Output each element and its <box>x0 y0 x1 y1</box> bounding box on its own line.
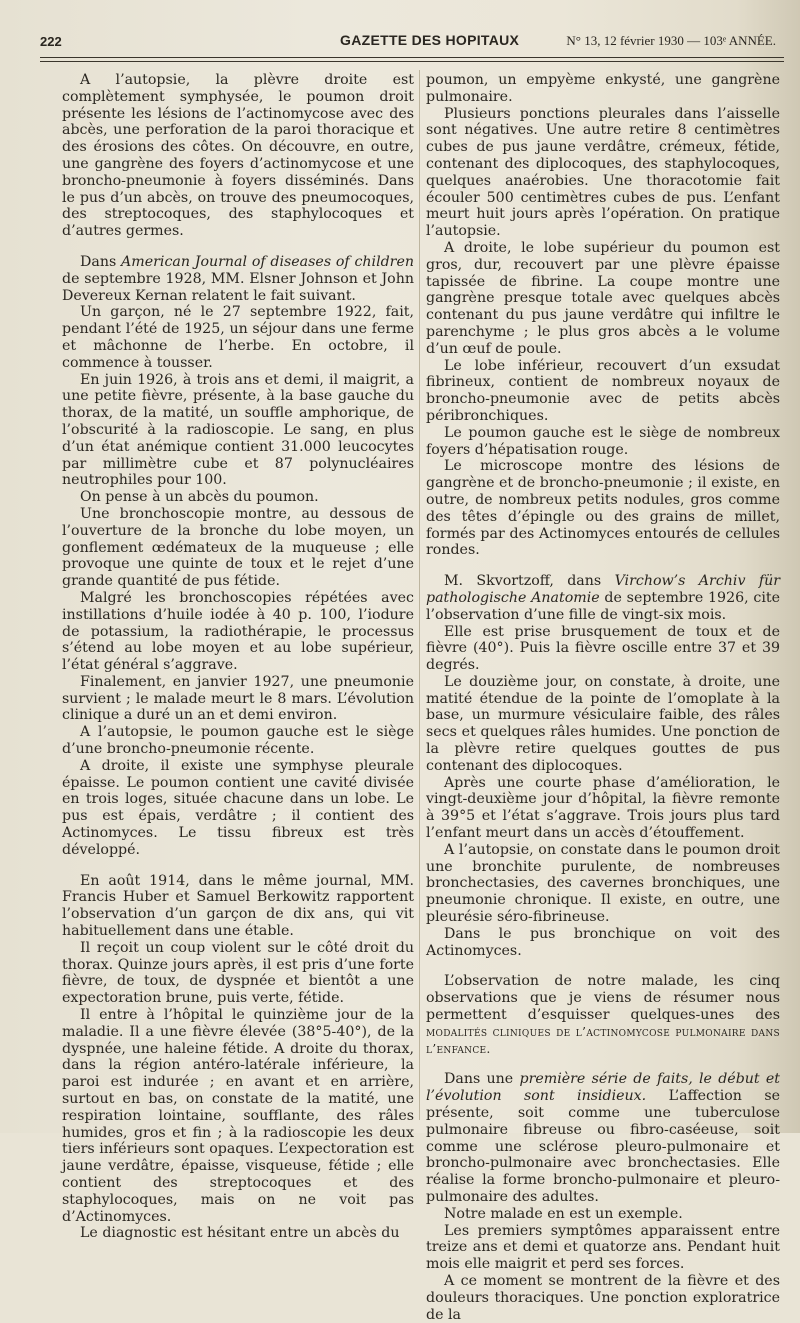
header-rule <box>40 57 784 58</box>
page-header <box>30 30 782 52</box>
journal-name: American Journal of diseases of children <box>121 253 414 270</box>
paragraph: Une bronchoscopie montre, au dessous de l’ouverture de la bronche du lobe moyen, un gonflement œdémateux de la muqueuse ; elle provoque une quinte de toux et le rejet d’une grande quantité de pus fétide. <box>62 505 414 590</box>
paragraph: Finalement, en janvier 1927, une pneumonie survient ; le malade meurt le 8 mars. L’évolution clinique a duré un an et demi environ. <box>62 673 414 724</box>
paragraph: L’observation de notre malade, les cinq observations que je viens de résumer nous permettent d’esquisser quelques-unes des modalités cliniques de l’actinomycose pulmonaire dans l’enfance. <box>426 973 780 1056</box>
paragraph: A l’autopsie, on constate dans le poumon droit une bronchite purulente, de nombreuses bronchectasies, des cavernes bronchiques, une pneumonie chronique. Il existe, en outre, une pleurésie séro-fibrineuse. <box>426 841 780 926</box>
paragraph: A l’autopsie, la plèvre droite est complètement symphysée, le poumon droit présente les lésions de l’actinomycose avec des abcès, une perforation de la paroi thoracique et des érosions des côtes. On découvre, en outre, une gangrène des foyers d’actinomycose et une broncho-pneumonie à foyers disséminés. Dans le pus d’un abcès, on trouve des pneumocoques, des streptocoques, des staphylocoques et d’autres germes. <box>62 72 414 240</box>
journal-name: Virchow’s Archiv für pathologische Anatomie <box>426 573 781 606</box>
paragraph: Malgré les bronchoscopies répétées avec instillations d’huile iodée à 40 p. 100, l’iodure de potassium, la radiothérapie, le processus s’étend au lobe moyen et au lobe supérieur, l’état général s’aggrave. <box>62 589 414 674</box>
paragraph: En août 1914, dans le même journal, MM. Francis Huber et Samuel Berkowitz rapportent l’observation d’un garçon de dix ans, qui vit habituellement dans une étable. <box>62 872 414 940</box>
paragraph: En juin 1926, à trois ans et demi, il maigrit, a une petite fièvre, présente, à la base gauche du thorax, de la matité, un souffle amphorique, de l’obscurité à la radioscopie. Le sang, en plus d’un état anémique contient 31.000 leucocytes par millimètre cube et 87 polynucléaires neutrophiles pour 100. <box>62 371 414 489</box>
paragraph: Dans le pus bronchique on voit des Actinomyces. <box>426 925 780 959</box>
paragraph: Dans une première série de faits, le début et l’évolution sont insidieux. L’affection se présente, soit comme une tuberculose pulmonaire fibreuse ou fibro-caséeuse, soit comme une sclérose pleuro-pulmonaire et broncho-pulmonaire avec bronchectasies. Elle réalise la forme broncho-pulmonaire et pleuro-pulmonaire des adultes. <box>426 1071 780 1205</box>
paragraph: poumon, un empyème enkysté, une gangrène pulmonaire. <box>426 72 780 105</box>
paragraph: A droite, il existe une symphyse pleurale épaisse. Le poumon contient une cavité divisée en trois loges, située chacune dans un lobe. Le pus est épais, verdâtre ; il contient des Actinomyces. Le tissu fibreux est très développé. <box>62 757 414 858</box>
paragraph: Le diagnostic est hésitant entre un abcès du <box>80 1225 400 1242</box>
paragraph: A l’autopsie, le poumon gauche est le siège d’une broncho-pneumonie récente. <box>62 724 414 758</box>
paragraph: Un garçon, né le 27 septembre 1922, fait, pendant l’été de 1925, un séjour dans une ferme et mâchonne de l’herbe. En octobre, il commence à tousser. <box>62 304 414 371</box>
paragraph: Dans American Journal of diseases of children de septembre 1928, MM. Elsner Johnson et John Devereux Kernan relatent le fait suivant. <box>62 253 414 304</box>
paragraph: Le poumon gauche est le siège de nombreux foyers d’hépatisation rouge. <box>426 424 780 458</box>
column-divider <box>419 70 420 1120</box>
paragraph: Après une courte phase d’amélioration, le vingt-deuxième jour d’hôpital, la fièvre remonte à 39°5 et l’état s’aggrave. Trois jours plus tard l’enfant meurt dans un accès d’étouffement. <box>426 774 780 842</box>
paragraph: Elle est prise brusquement de toux et de fièvre (40°). Puis la fièvre oscille entre 37 et 39 degrés. <box>426 623 780 674</box>
paragraph: Le lobe inférieur, recouvert d’un exsudat fibrineux, contient de nombreux noyaux de broncho-pneumonie avec de petits abcès péribronchiques. <box>426 357 780 424</box>
paragraph: On pense à un abcès du poumon. <box>80 489 319 506</box>
paragraph: Le douzième jour, on constate, à droite, une matité étendue de la pointe de l’omoplate à la base, un murmure vésiculaire faible, des râles secs et quelques râles humides. Une ponction de la plèvre retire quelques gouttes de pus contenant des diplocoques. <box>426 673 780 774</box>
paragraph: Le microscope montre des lésions de gangrène et de broncho-pneumonie ; il existe, en outre, de nombreux petits nodules, gros comme des têtes d’épingle ou des grains de millet, formés par des Actinomyces entourés de cellules rondes. <box>426 458 780 559</box>
left-column <box>62 72 414 1242</box>
paragraph: Les premiers symptômes apparaissent entre treize ans et demi et quatorze ans. Pendant huit mois elle maigrit et perd ses forces. <box>426 1222 780 1273</box>
paragraph: Il entre à l’hôpital le quinzième jour de la maladie. Il a une fièvre élevée (38°5-40°), de la dyspnée, une haleine fétide. A droite du thorax, dans la région antéro-latérale inférieure, la paroi est indurée ; en avant et en arrière, surtout en bas, on constate de la matité, une respiration lointaine, soufflante, des râles humides, gros et fin ; à la radioscopie les deux tiers inférieurs sont opaques. L’expectoration est jaune verdâtre, épaisse, visqueuse, fétide ; elle contient des streptocoques et des staphylocoques, mais on ne voit pas d’Actinomyces. <box>62 1007 414 1225</box>
right-column <box>426 72 780 1323</box>
small-caps-heading: modalités cliniques de l’actinomycose pulmonaire dans l’enfance. <box>426 1023 780 1056</box>
emphasis: première série de faits, le début et l’évolution sont insidieux. <box>426 1071 780 1105</box>
paragraph: A droite, le lobe supérieur du poumon est gros, dur, recouvert par une plèvre épaisse tapissée de fibrine. La coupe montre une gangrène presque totale avec quelques abcès contenant du pus jaune verdâtre qui infiltre le parenchyme ; le plus gros abcès a le volume d’un œuf de poule. <box>426 239 780 357</box>
header-rule-thin <box>40 61 784 62</box>
journal-title: GAZETTE DES HOPITAUX <box>340 32 520 48</box>
paragraph: Il reçoit un coup violent sur le côté droit du thorax. Quinze jours après, il est pris d’une forte fièvre, de toux, de dyspnée et bientôt a une expectoration brune, puis verte, fétide. <box>62 939 414 1007</box>
page-number: 222 <box>40 34 62 49</box>
paragraph: Plusieurs ponctions pleurales dans l’aisselle sont négatives. Une autre retire 8 centimètres cubes de pus jaune verdâtre, crémeux, fétide, contenant des diplocoques, des staphylocoques, quelques anaérobies. Une thoracotomie fait écouler 500 centimètres cubes de pus. L’enfant meurt huit jours après l’opération. On pratique l’autopsie. <box>426 105 780 240</box>
issue-info: N° 13, 12 février 1930 — 103ᵉ ANNÉE. <box>566 33 776 48</box>
paragraph: Notre malade en est un exemple. <box>444 1205 683 1222</box>
paragraph: M. Skvortzoff, dans Virchow’s Archiv für pathologische Anatomie de septembre 1926, cite l’observation d’une fille de vingt-six mois. <box>426 573 781 623</box>
paragraph: A ce moment se montrent de la fièvre et des douleurs thoraciques. Une ponction exploratrice de la <box>426 1272 780 1323</box>
